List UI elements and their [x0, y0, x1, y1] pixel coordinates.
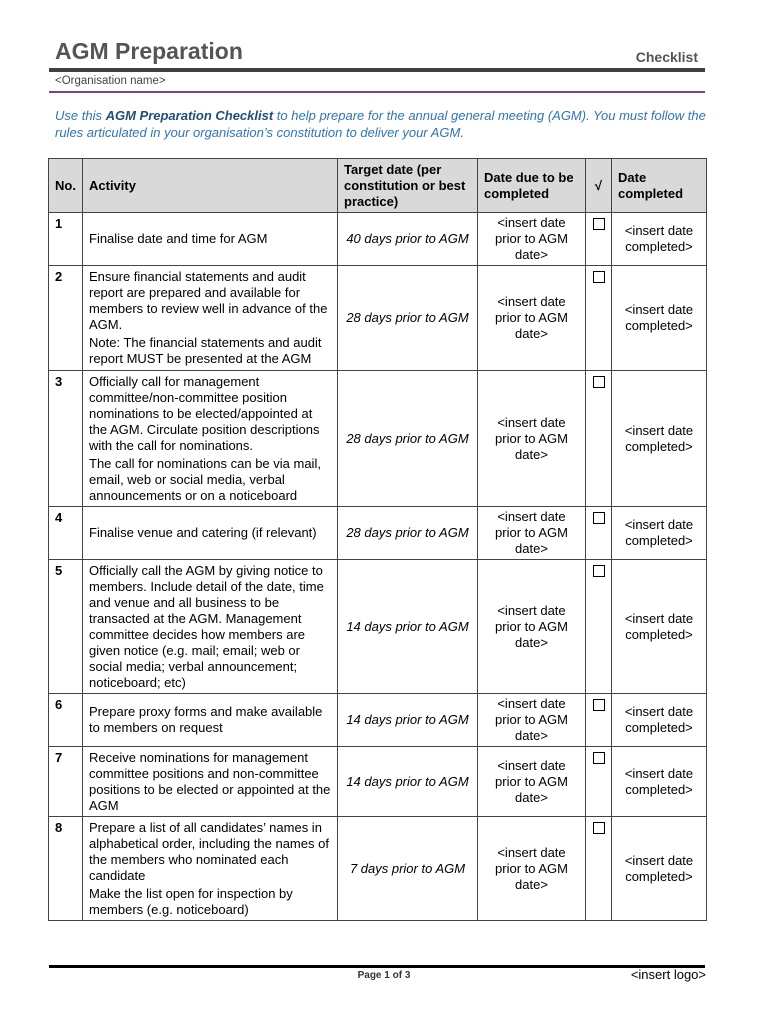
activity-cell [83, 747, 338, 817]
header-activity: Activity [83, 159, 338, 213]
activity-text: Finalise date and time for AGM [89, 231, 268, 246]
check-cell [586, 694, 612, 747]
intro-bold: AGM Preparation Checklist [105, 108, 274, 123]
date-due: <insert date prior to AGM date> [478, 747, 586, 817]
check-cell [586, 266, 612, 371]
row-number: 3 [49, 371, 83, 507]
check-cell [586, 560, 612, 694]
footer-divider [49, 965, 705, 968]
checkbox[interactable] [593, 271, 605, 283]
target-date: 28 days prior to AGM [338, 371, 478, 507]
intro-paragraph [55, 108, 715, 141]
date-due: <insert date prior to AGM date> [478, 371, 586, 507]
activity-cell [83, 560, 338, 694]
activity-cell [83, 266, 338, 371]
check-cell [586, 213, 612, 266]
date-completed: <insert date completed> [612, 694, 707, 747]
header-no: No. [49, 159, 83, 213]
activity-cell [83, 507, 338, 560]
table-row [49, 213, 707, 266]
activity-cell [83, 213, 338, 266]
intro-pre: Use this [55, 108, 106, 123]
checkbox[interactable] [593, 565, 605, 577]
check-cell [586, 507, 612, 560]
header-date-completed: Date completed [612, 159, 707, 213]
logo-placeholder: <insert logo> [630, 967, 706, 982]
row-number: 1 [49, 213, 83, 266]
table-row [49, 817, 707, 921]
activity-text: Prepare proxy forms and make available to members on request [89, 704, 323, 735]
date-completed: <insert date completed> [612, 371, 707, 507]
table-row [49, 694, 707, 747]
row-number: 5 [49, 560, 83, 694]
page-number: Page 1 of 3 [357, 970, 411, 981]
date-due: <insert date prior to AGM date> [478, 507, 586, 560]
checkbox[interactable] [593, 699, 605, 711]
activity-note: The call for nominations can be via mail, email, web or social media, verbal announcements or on a noticeboard [89, 455, 321, 503]
target-date: 40 days prior to AGM [338, 213, 478, 266]
doc-type-label: Checklist [635, 49, 698, 65]
target-date: 14 days prior to AGM [338, 694, 478, 747]
row-number: 8 [49, 817, 83, 921]
target-date: 14 days prior to AGM [338, 560, 478, 694]
check-cell [586, 817, 612, 921]
row-number: 7 [49, 747, 83, 817]
date-completed: <insert date completed> [612, 266, 707, 371]
date-due: <insert date prior to AGM date> [478, 213, 586, 266]
header-check: √ [586, 159, 612, 213]
row-number: 6 [49, 694, 83, 747]
activity-text: Prepare a list of all candidates’ names in alphabetical order, including the names of the members who nominated each candidate [89, 819, 329, 883]
activity-note: Note: The financial statements and audit report MUST be presented at the AGM [89, 335, 322, 366]
date-completed: <insert date completed> [612, 507, 707, 560]
checkbox[interactable] [593, 376, 605, 388]
date-due: <insert date prior to AGM date> [478, 694, 586, 747]
header-divider [49, 68, 705, 72]
activity-cell [83, 694, 338, 747]
activity-text: Receive nominations for management committee positions and non-committee positions to be elected or appointed at the AGM [89, 749, 331, 813]
activity-cell [83, 371, 338, 507]
table-row [49, 747, 707, 817]
organisation-name: <Organisation name> [55, 75, 166, 87]
date-due: <insert date prior to AGM date> [478, 560, 586, 694]
intro-post: to help prepare for the annual general meeting (AGM). You must follow the rules articulated in your organisation’s constitution to deliver your AGM. [55, 108, 706, 140]
table-row [49, 371, 707, 507]
date-completed: <insert date completed> [612, 560, 707, 694]
checklist-table [48, 158, 707, 921]
check-cell [586, 747, 612, 817]
activity-cell [83, 817, 338, 921]
check-cell [586, 371, 612, 507]
header-date-due: Date due to be completed [478, 159, 586, 213]
checkbox[interactable] [593, 822, 605, 834]
table-header-row [49, 159, 707, 213]
target-date: 7 days prior to AGM [338, 817, 478, 921]
activity-note: Make the list open for inspection by members (e.g. noticeboard) [89, 885, 293, 917]
target-date: 28 days prior to AGM [338, 266, 478, 371]
activity-text: Officially call the AGM by giving notice to members. Include detail of the date, time and venue and all business to be transacted at the AGM. Management committee decides how members are given notice (e.g. mail; email; web or social media; verbal announcement; noticeboard; etc) [89, 562, 324, 690]
header-accent-divider [49, 91, 705, 93]
target-date: 14 days prior to AGM [338, 747, 478, 817]
page-title: AGM Preparation [55, 38, 243, 64]
target-date: 28 days prior to AGM [338, 507, 478, 560]
checkbox[interactable] [593, 752, 605, 764]
checkbox[interactable] [593, 512, 605, 524]
table-row [49, 507, 707, 560]
date-completed: <insert date completed> [612, 747, 707, 817]
row-number: 4 [49, 507, 83, 560]
date-due: <insert date prior to AGM date> [478, 266, 586, 371]
date-completed: <insert date completed> [612, 213, 707, 266]
date-due: <insert date prior to AGM date> [478, 817, 586, 921]
header-target-date: Target date (per constitution or best practice) [338, 159, 478, 213]
activity-text: Officially call for management committee/non-committee position nominations to be elected/appointed at the AGM. Circulate position descriptions with the call for nominations. [89, 373, 320, 453]
row-number: 2 [49, 266, 83, 371]
activity-text: Finalise venue and catering (if relevant) [89, 525, 317, 540]
checkbox[interactable] [593, 218, 605, 230]
table-row [49, 560, 707, 694]
activity-text: Ensure financial statements and audit report are prepared and available for members to review well in advance of the AGM. [89, 269, 328, 332]
table-row [49, 266, 707, 371]
date-completed: <insert date completed> [612, 817, 707, 921]
